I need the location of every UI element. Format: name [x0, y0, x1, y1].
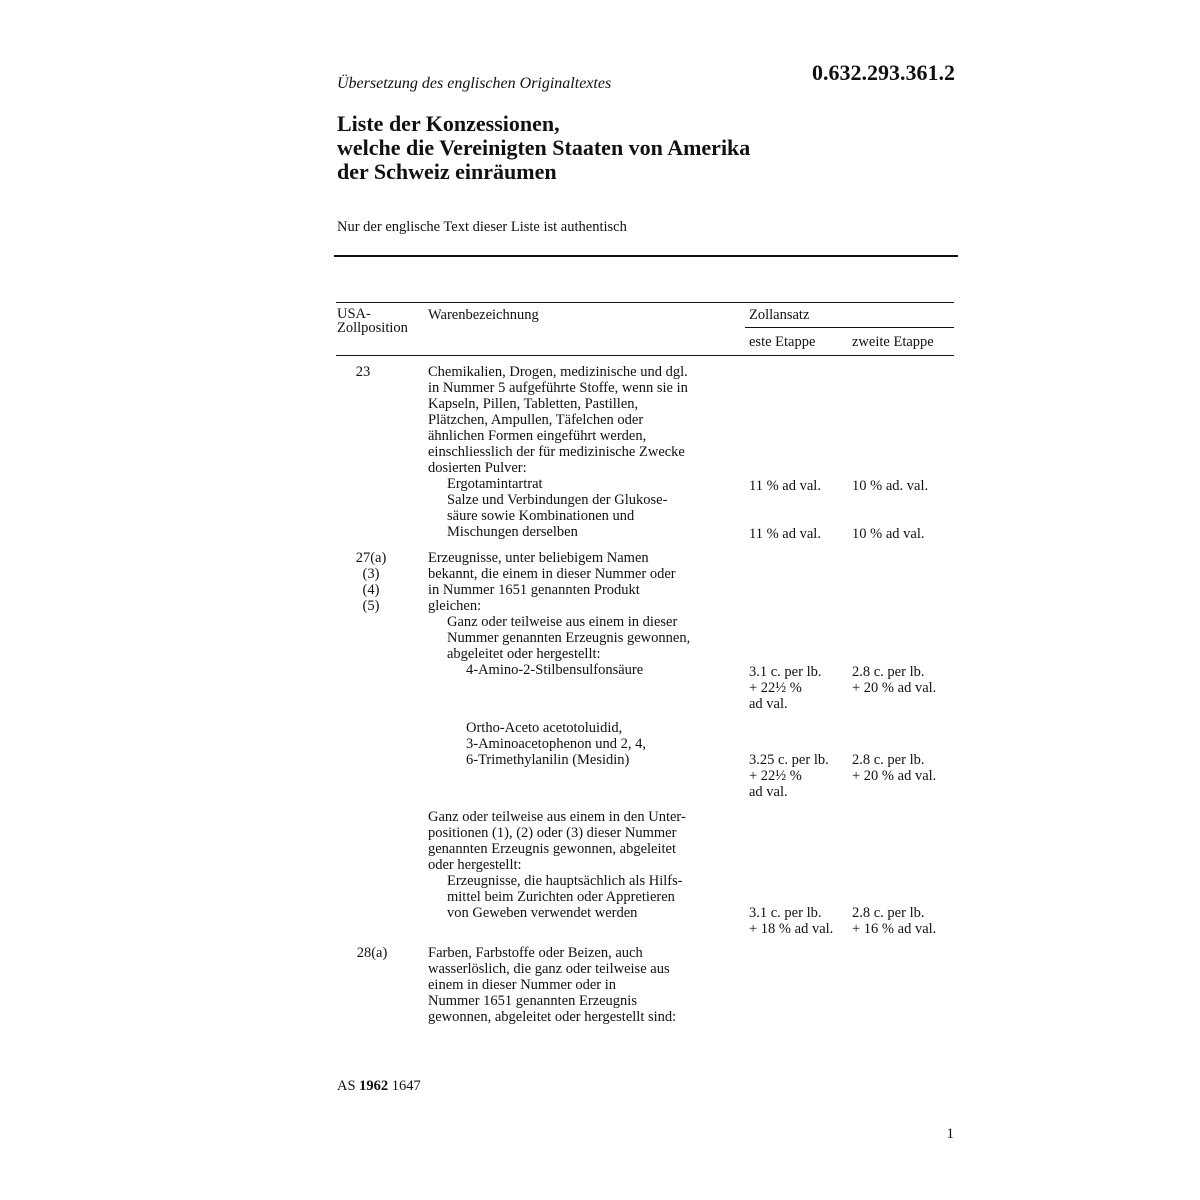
rate-stage2: 2.8 c. per lb. + 20 % ad val.	[852, 752, 937, 784]
header-divider	[334, 255, 958, 257]
table-header-bottom-rule	[336, 355, 954, 356]
official-collection-reference: AS 1962 1647	[337, 1078, 421, 1094]
goods-description: Erzeugnisse, unter beliebigem Namen bekannt, die einem in dieser Nummer oder in Nummer 1651 genannten Produkt gleichen: Ganz oder teilweise aus einem in dieser Nummer genannten Erzeugnis gewonnen, abgeleitet oder hergestellt: 4-Amino-2-Stilbensulfonsäure	[428, 550, 691, 678]
goods-description: Chemikalien, Drogen, medizinische und dgl. in Nummer 5 aufgeführte Stoffe, wenn sie in Kapseln, Pillen, Tabletten, Pastillen, Plätzchen, Ampullen, Täfelchen oder ähnlichen Formen eingeführt werden, einschliesslich der für medizinische Zwecke dosierten Pulver: Ergotamintartrat Salze und Verbindungen der Glukose- säure sowie Kombinationen und Mischungen derselben	[428, 364, 688, 540]
rate-stage1: 3.1 c. per lb. + 22½ % ad val.	[749, 664, 822, 712]
column-header-position: USA- Zollposition	[337, 306, 408, 336]
table-top-rule	[336, 302, 954, 303]
title-line: Liste der Konzessionen,	[337, 111, 560, 136]
rate-stage1: 3.1 c. per lb. + 18 % ad val.	[749, 905, 834, 937]
tariff-position: 28(a)	[356, 945, 388, 961]
rate-stage1: 11 % ad val.	[749, 526, 821, 542]
title-line: der Schweiz einräumen	[337, 159, 557, 184]
authenticity-note: Nur der englische Text dieser Liste ist authentisch	[337, 219, 627, 235]
translation-note: Übersetzung des englischen Originaltextes	[337, 75, 612, 92]
document-title	[337, 112, 750, 184]
goods-item: Salze und Verbindungen der Glukose-	[447, 492, 668, 508]
goods-description: Farben, Farbstoffe oder Beizen, auch wasserlöslich, die ganz oder teilweise aus einem in dieser Nummer oder in Nummer 1651 genannten Erzeugnis gewonnen, abgeleitet oder hergestellt sind:	[428, 945, 677, 1025]
page-number: 1	[946, 1126, 954, 1142]
rate-stage2: 2.8 c. per lb. + 16 % ad val.	[852, 905, 937, 937]
column-header-rate: Zollansatz	[749, 307, 810, 323]
goods-item: Ergotamintartrat	[447, 476, 543, 492]
rate-stage2: 10 % ad. val.	[852, 478, 929, 494]
column-header-stage1: este Etappe	[749, 334, 816, 350]
column-header-description: Warenbezeichnung	[428, 307, 539, 323]
tariff-position: 27(a) (3) (4) (5)	[355, 550, 387, 614]
rate-stage1: 11 % ad val.	[749, 478, 821, 494]
rate-header-rule	[745, 327, 954, 328]
rate-stage1: 3.25 c. per lb. + 22½ % ad val.	[749, 752, 829, 800]
rate-stage2: 2.8 c. per lb. + 20 % ad val.	[852, 664, 937, 696]
goods-item: 4-Amino-2-Stilbensulfonsäure	[466, 662, 644, 678]
goods-description: Ganz oder teilweise aus einem in den Unter- positionen (1), (2) oder (3) dieser Nummer genannten Erzeugnis gewonnen, abgeleitet oder hergestellt: Erzeugnisse, die hauptsächlich als Hilfs- mittel beim Zurichten oder Appretieren von Geweben verwendet werden	[428, 809, 686, 921]
goods-item: Erzeugnisse, die hauptsächlich als Hilfs-	[447, 873, 683, 889]
title-line: welche die Vereinigten Staaten von Amerika	[337, 135, 751, 160]
rate-stage2: 10 % ad val.	[852, 526, 925, 542]
goods-item: Ortho-Aceto acetotoluidid, 3-Aminoacetophenon und 2, 4, 6-Trimethylanilin (Mesidin)	[466, 720, 647, 768]
tariff-position: 23	[355, 364, 371, 380]
sr-number: 0.632.293.361.2	[812, 60, 955, 85]
column-header-stage2: zweite Etappe	[852, 334, 934, 350]
